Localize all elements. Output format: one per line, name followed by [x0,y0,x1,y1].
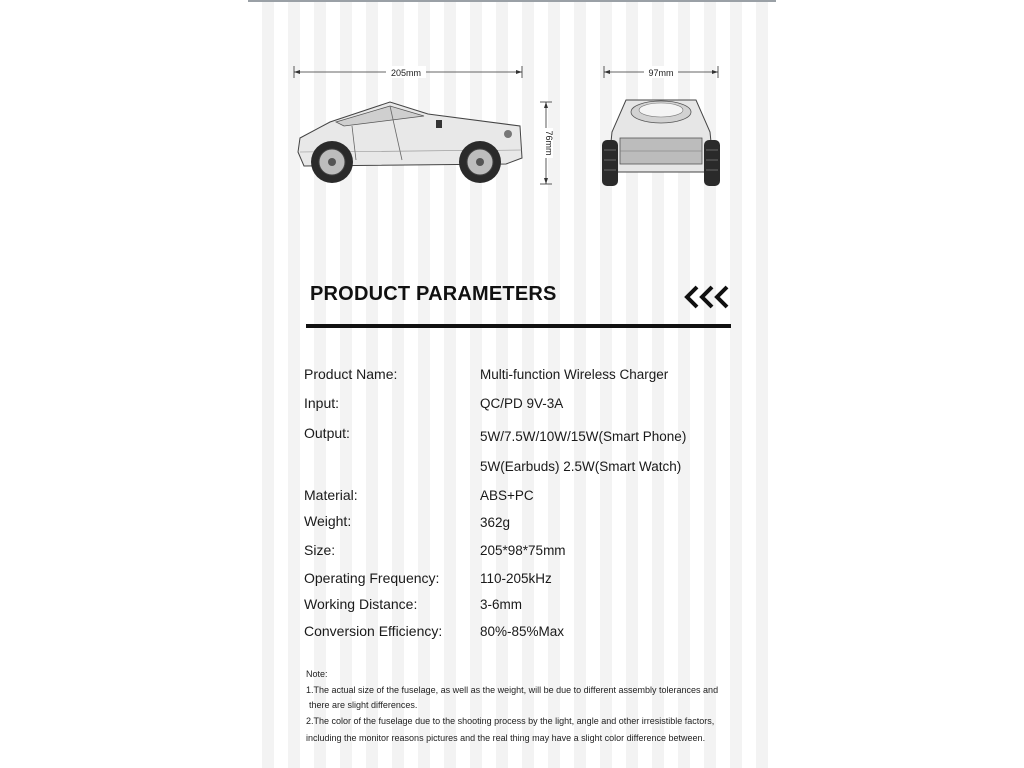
note-line-1b: there are slight differences. [309,700,418,710]
param-value-output-2: 5W(Earbuds) 2.5W(Smart Watch) [480,459,682,474]
side-height-label: 76mm [544,130,554,156]
rear-wheel-icon [311,141,353,183]
param-value-weight: 362g [480,515,511,530]
param-label-size: Size: [304,542,336,558]
param-label-input: Input: [304,395,340,411]
note-line-2b: including the monitor reasons pictures and the real thing may have a slight color difference between. [306,733,706,743]
note-line-1: 1.The actual size of the fuselage, as well as the weight, will be due to different assembly tolerances and [306,685,719,695]
note-line-2: 2.The color of the fuselage due to the shooting process by the light, angle and other irresistible factors, [306,716,715,726]
param-label-output: Output: [304,425,350,441]
section-heading: PRODUCT PARAMETERS [310,283,557,305]
param-value-efficiency: 80%-85%Max [480,624,565,639]
front-width-label: 97mm [648,68,674,78]
top-border [248,0,776,2]
param-label-product-name: Product Name: [304,366,398,382]
param-label-distance: Working Distance: [304,596,418,612]
param-label-frequency: Operating Frequency: [304,570,440,586]
param-label-efficiency: Conversion Efficiency: [304,623,443,639]
param-label-material: Material: [304,487,358,503]
param-value-size: 205*98*75mm [480,543,566,558]
right-wheel-icon [704,140,720,186]
left-wheel-icon [602,140,618,186]
chevrons-left-icon [683,284,733,310]
front-view-diagram [598,60,728,195]
front-wheel-icon [459,141,501,183]
heading-rule [306,324,731,328]
note-title: Note: [306,669,328,679]
param-value-distance: 3-6mm [480,597,523,612]
param-value-input: QC/PD 9V-3A [480,396,564,411]
param-label-weight: Weight: [304,513,352,529]
param-value-output: 5W/7.5W/10W/15W(Smart Phone) [480,429,687,444]
param-value-product-name: Multi-function Wireless Charger [480,367,669,382]
side-view-diagram [290,60,560,195]
param-value-frequency: 110-205kHz [480,571,552,586]
side-length-label: 205mm [390,68,422,78]
param-value-material: ABS+PC [480,488,534,503]
